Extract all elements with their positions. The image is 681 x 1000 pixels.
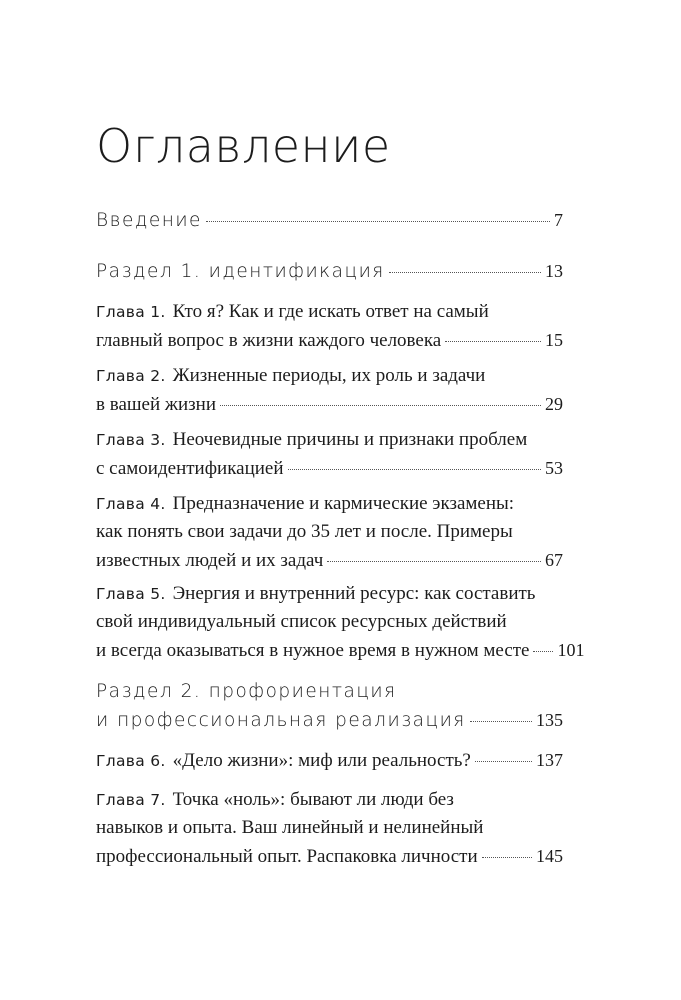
dot-leader	[445, 341, 541, 342]
chapter-label: Глава 2.	[96, 367, 166, 385]
dot-leader	[389, 272, 541, 273]
toc-entry-section-1[interactable]	[96, 257, 563, 286]
chapter-title-line: Неочевидные причины и признаки проблем	[172, 429, 528, 450]
page-number: 13	[545, 261, 563, 281]
chapter-title-line: свой индивидуальный список ресурсных действий	[96, 611, 507, 632]
page-title: Оглавление	[96, 119, 391, 173]
dot-leader	[206, 221, 550, 222]
page-number: 135	[536, 710, 563, 730]
chapter-title-line: Предназначение и кармические экзамены:	[172, 493, 515, 514]
section-title-line: и профессиональная реализация	[96, 710, 466, 731]
chapter-title-line: и всегда оказываться в нужное время в нужном месте	[96, 640, 530, 661]
page-number: 101	[557, 640, 585, 660]
chapter-title-line: Точка «ноль»: бывают ли люди без	[172, 789, 454, 810]
chapter-title-line: как понять свои задачи до 35 лет и после. Примеры	[96, 521, 513, 542]
toc-entry-chapter-2[interactable]	[96, 362, 563, 419]
toc-page	[96, 0, 585, 1000]
toc-entry-intro[interactable]	[96, 206, 563, 235]
toc-entry-chapter-5[interactable]	[96, 580, 585, 665]
page-number: 137	[536, 750, 563, 770]
dot-leader	[482, 857, 532, 858]
page-number: 15	[545, 330, 563, 350]
chapter-title-line: Жизненные периоды, их роль и задачи	[172, 365, 486, 386]
chapter-label: Глава 6.	[96, 752, 166, 770]
chapter-title-line: в вашей жизни	[96, 394, 216, 415]
toc-entry-chapter-1[interactable]	[96, 298, 563, 355]
page-number: 53	[545, 458, 563, 478]
chapter-title-line: навыков и опыта. Ваш линейный и нелинейный	[96, 817, 484, 838]
toc-entry-chapter-6[interactable]	[96, 746, 563, 775]
chapter-title-line: Кто я? Как и где искать ответ на самый	[172, 301, 489, 322]
chapter-title-line: главный вопрос в жизни каждого человека	[96, 330, 442, 351]
entry-text: Введение	[96, 210, 202, 231]
chapter-label: Глава 7.	[96, 791, 166, 809]
chapter-label: Глава 3.	[96, 431, 166, 449]
dot-leader	[475, 761, 532, 762]
page-number: 7	[554, 210, 563, 230]
page-number: 67	[545, 550, 563, 570]
dot-leader	[533, 651, 553, 652]
chapter-title-line: известных людей и их задач	[96, 550, 324, 571]
section-title: Раздел 1. идентификация	[96, 261, 385, 282]
dot-leader	[288, 469, 541, 470]
chapter-title-line: Энергия и внутренний ресурс: как составить	[172, 583, 536, 604]
toc-entry-section-2[interactable]	[96, 678, 563, 735]
chapter-label: Глава 4.	[96, 495, 166, 513]
section-title-line: Раздел 2. профориентация	[96, 681, 397, 702]
dot-leader	[470, 721, 532, 722]
chapter-title-line: с самоидентификацией	[96, 458, 284, 479]
dot-leader	[220, 405, 541, 406]
chapter-title-line: профессиональный опыт. Распаковка личности	[96, 846, 478, 867]
toc-entry-chapter-3[interactable]	[96, 426, 563, 483]
page-number: 145	[536, 846, 563, 866]
chapter-label: Глава 5.	[96, 585, 166, 603]
page-number: 29	[545, 394, 563, 414]
dot-leader	[327, 561, 541, 562]
toc-entry-chapter-4[interactable]	[96, 490, 563, 575]
toc-entry-chapter-7[interactable]	[96, 786, 563, 871]
chapter-label: Глава 1.	[96, 303, 166, 321]
chapter-title-line: «Дело жизни»: миф или реальность?	[172, 750, 471, 771]
